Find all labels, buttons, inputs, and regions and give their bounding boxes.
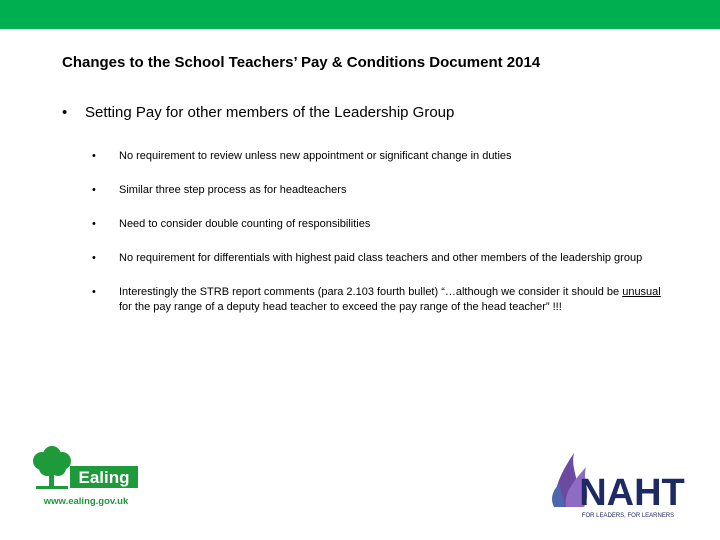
ealing-logo xyxy=(30,446,142,510)
naht-logo xyxy=(548,449,690,521)
naht-name: NAHT xyxy=(579,472,685,514)
ealing-url: www.ealing.gov.uk xyxy=(43,496,129,507)
sub-bullet-item xyxy=(92,183,662,198)
bullet-symbol: • xyxy=(62,104,68,121)
sub-bullet-item xyxy=(92,251,662,266)
sub-bullet-text: No requirement for differentials with highest paid class teachers and other members of the leadership group xyxy=(119,252,643,264)
sub-bullet-item xyxy=(92,217,662,232)
sub-bullet-text: Need to consider double counting of responsibilities xyxy=(119,218,371,230)
sub-bullet-item xyxy=(92,285,662,315)
bullet-symbol: • xyxy=(92,286,96,298)
naht-tagline: FOR LEADERS, FOR LEARNERS xyxy=(581,513,675,519)
quote-text-start: Interestingly the STRB report comments (para 2.103 fourth bullet) “…although we consider it should be xyxy=(119,286,623,298)
tree-icon xyxy=(33,446,71,489)
top-bar xyxy=(0,0,720,29)
ealing-name: Ealing xyxy=(78,468,130,487)
main-bullet-text: Setting Pay for other members of the Leadership Group xyxy=(85,104,455,121)
sub-bullet-item xyxy=(92,149,662,164)
bullet-symbol: • xyxy=(92,150,96,162)
sub-bullet-text: Similar three step process as for headteachers xyxy=(119,184,347,196)
bullet-symbol: • xyxy=(92,252,96,264)
sub-bullet-text: No requirement to review unless new appointment or significant change in duties xyxy=(119,150,512,162)
quote-text-end: for the pay range of a deputy head teacher to exceed the pay range of the head teacher” !!! xyxy=(119,301,562,313)
bullet-symbol: • xyxy=(92,218,96,230)
sub-bullet-text xyxy=(119,285,662,315)
sub-bullet-list xyxy=(92,149,662,334)
bullet-symbol: • xyxy=(92,184,96,196)
underlined-word: unusual xyxy=(622,286,661,298)
slide-title: Changes to the School Teachers’ Pay & Conditions Document 2014 xyxy=(62,54,541,71)
